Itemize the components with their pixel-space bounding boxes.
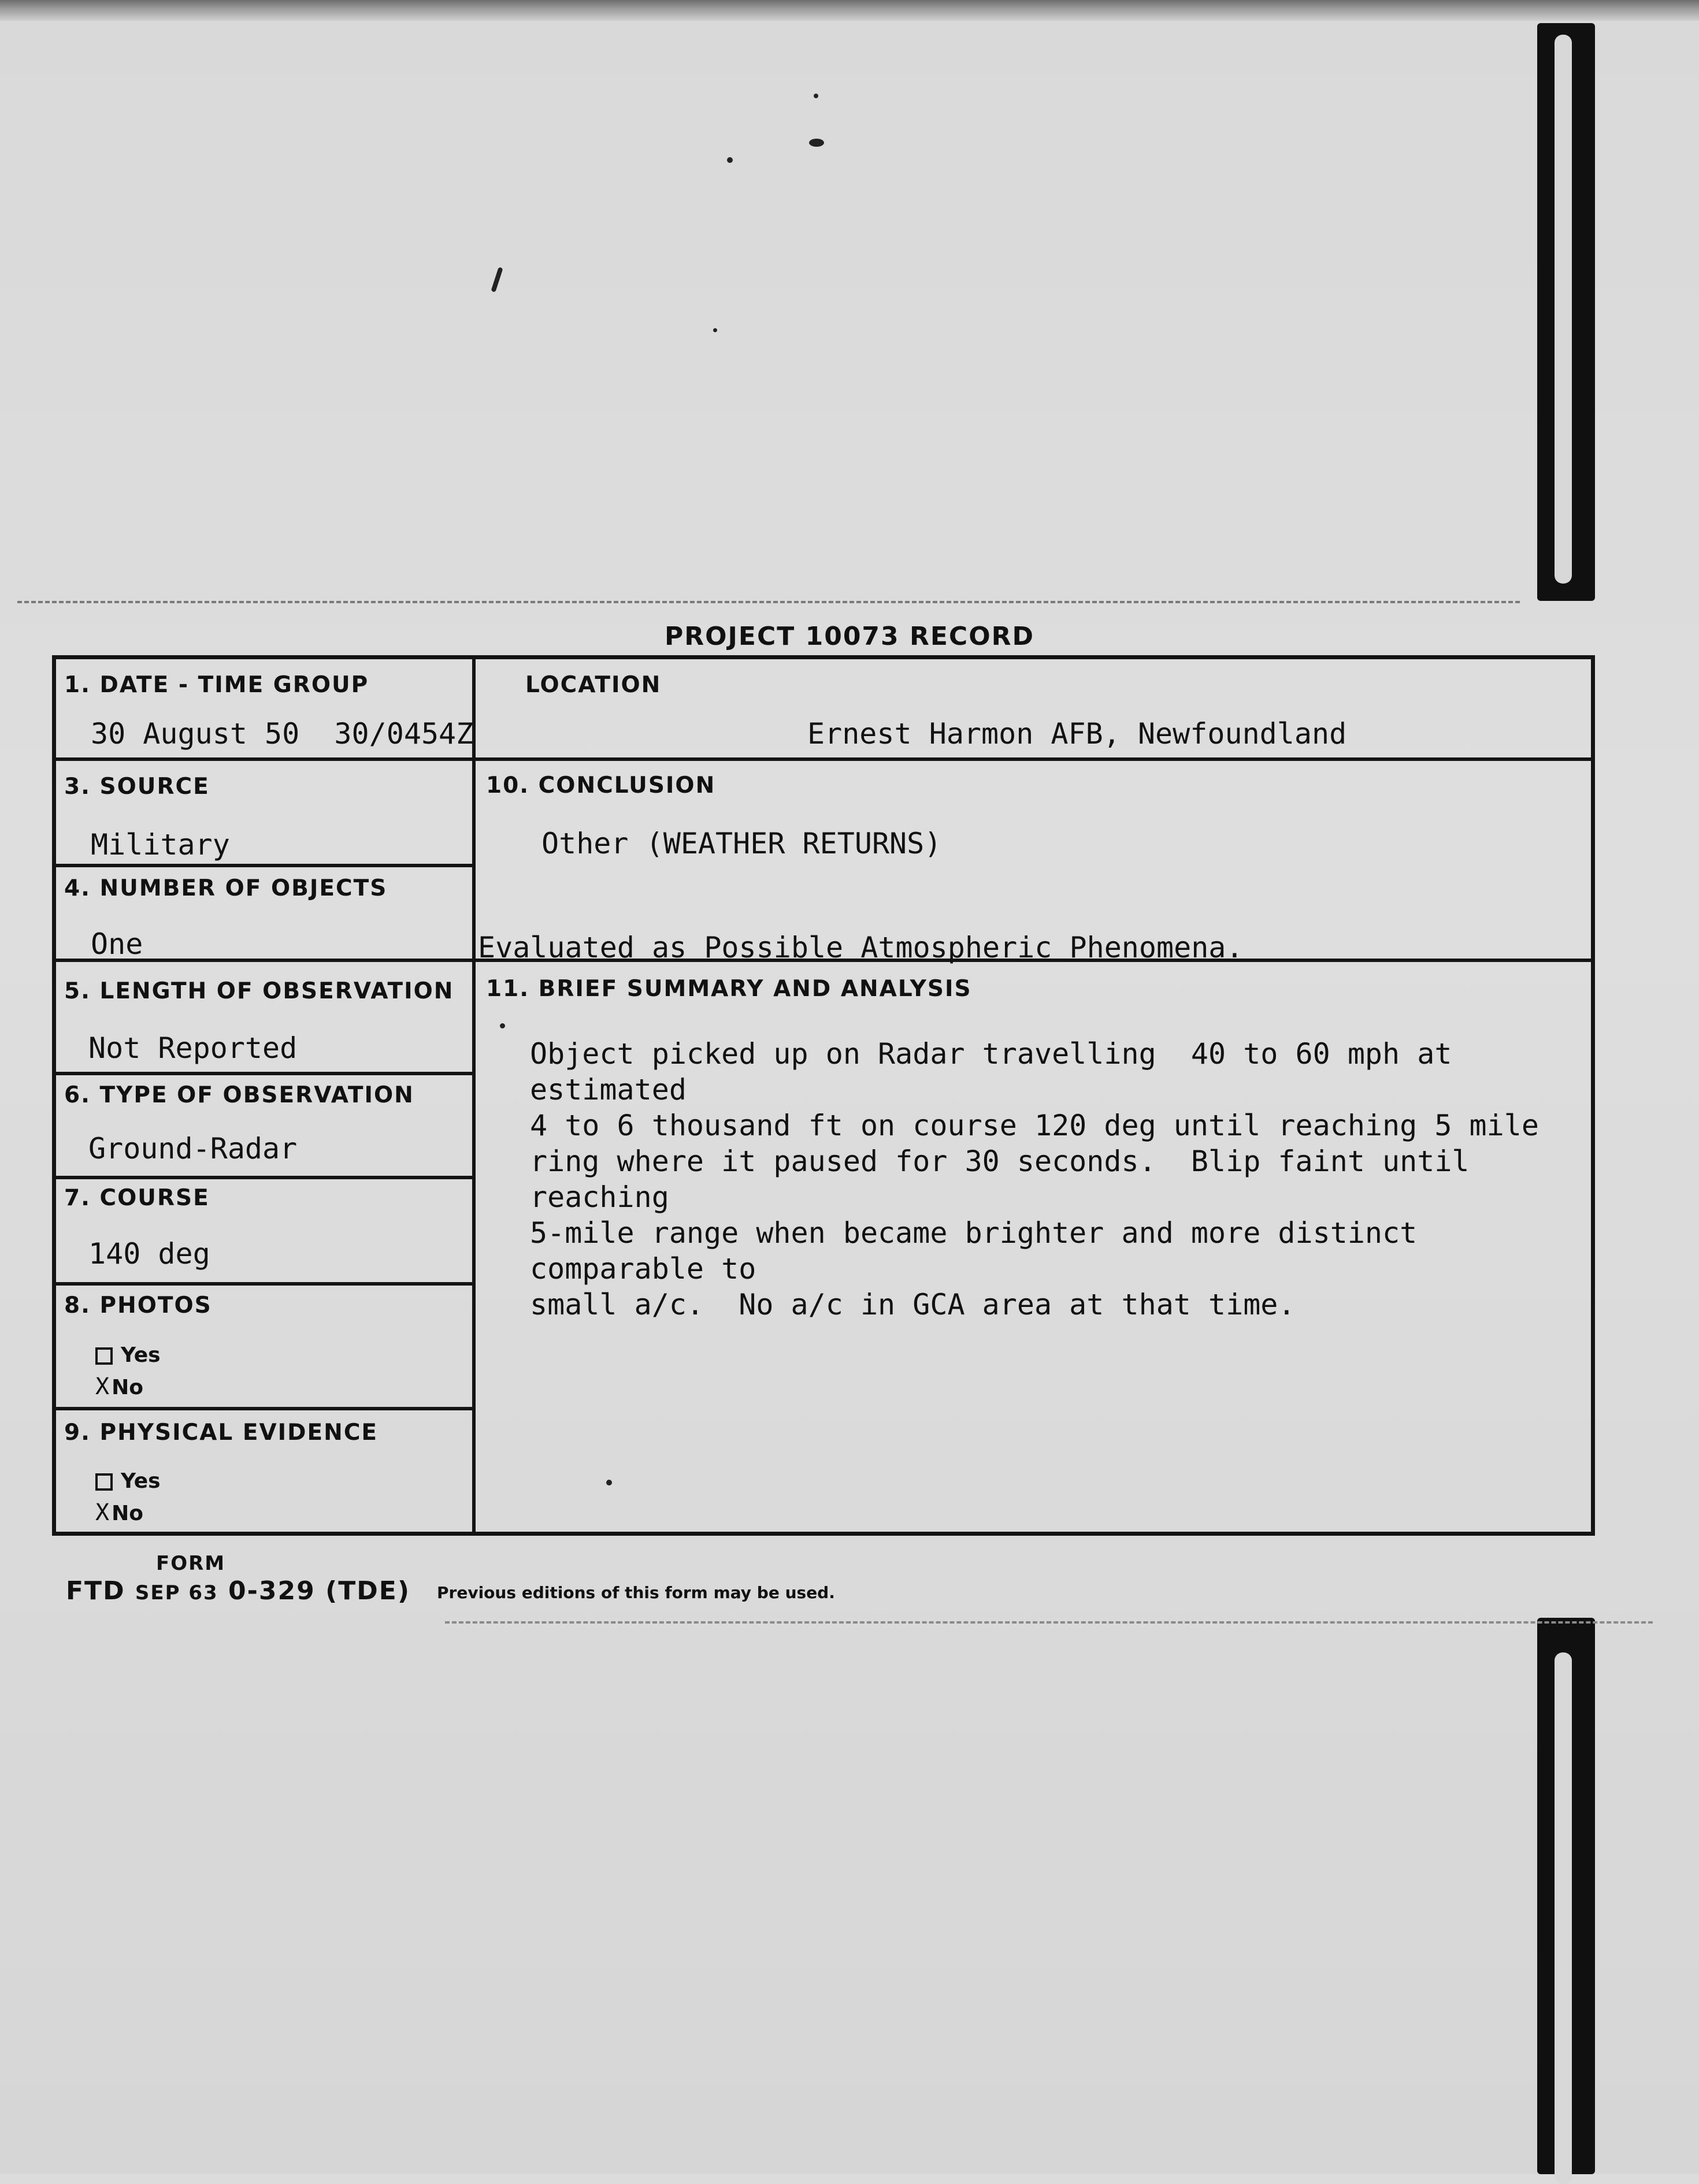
course-label: 7. COURSE (64, 1185, 210, 1211)
location-label: LOCATION (525, 672, 662, 698)
frame-separator-bottom (445, 1621, 1653, 1624)
footer-tde: (TDE) (325, 1576, 410, 1606)
row-divider (56, 864, 472, 867)
record-form (52, 655, 1595, 1536)
film-edge-bar-top (1537, 23, 1595, 601)
photos-no-option (95, 1373, 143, 1400)
conclusion-evaluation: Evaluated as Possible Atmospheric Phenomena. (478, 931, 1244, 964)
row-divider (56, 1407, 472, 1410)
length-of-observation-label: 5. LENGTH OF OBSERVATION (64, 978, 454, 1004)
conclusion-value: Other (WEATHER RETURNS) (541, 827, 942, 860)
speck (713, 328, 717, 332)
number-of-objects-label: 4. NUMBER OF OBJECTS (64, 875, 388, 901)
footer-date: SEP 63 (135, 1581, 218, 1604)
frame-separator-top (17, 601, 1520, 603)
footer-ftd: FTD (66, 1576, 125, 1606)
footer-note: Previous editions of this form may be used. (437, 1583, 835, 1602)
speck (814, 94, 818, 98)
photos-label: 8. PHOTOS (64, 1292, 212, 1318)
form-title: PROJECT 10073 RECORD (665, 622, 1035, 651)
physical-evidence-no-option (95, 1499, 143, 1526)
photos-no-label: No (112, 1376, 143, 1399)
photos-yes-label: Yes (121, 1343, 161, 1367)
row-divider (56, 1072, 472, 1075)
source-value: Military (91, 828, 230, 861)
speck (606, 1480, 612, 1485)
type-of-observation-label: 6. TYPE OF OBSERVATION (64, 1082, 414, 1108)
row-divider (56, 1282, 472, 1286)
conclusion-label: 10. CONCLUSION (486, 772, 716, 798)
row-divider (56, 757, 1591, 761)
physical-evidence-no-label: No (112, 1502, 143, 1525)
course-value: 140 deg (88, 1237, 210, 1271)
type-of-observation-value: Ground-Radar (88, 1132, 298, 1165)
footer-number: 0-329 (228, 1576, 316, 1606)
film-edge-bar-bottom (1537, 1618, 1595, 2174)
photos-yes-checkbox (95, 1347, 113, 1365)
physical-evidence-yes-label: Yes (121, 1469, 161, 1493)
summary-label: 11. BRIEF SUMMARY AND ANALYSIS (486, 976, 972, 1002)
page-top-edge (0, 0, 1699, 21)
speck (500, 1023, 505, 1028)
footer-form-word: FORM (156, 1552, 226, 1575)
date-time-label: 1. DATE - TIME GROUP (64, 672, 369, 698)
footer-form-id (66, 1576, 410, 1606)
column-divider (472, 659, 476, 1532)
source-label: 3. SOURCE (64, 774, 210, 800)
physical-evidence-no-mark: X (95, 1499, 110, 1526)
speck (727, 157, 733, 163)
physical-evidence-label: 9. PHYSICAL EVIDENCE (64, 1420, 379, 1446)
speck (809, 139, 824, 147)
photos-no-mark: X (95, 1373, 110, 1400)
row-divider (56, 1176, 472, 1179)
photos-yes-option (95, 1343, 161, 1367)
summary-text: Object picked up on Radar travelling 40 to 60 mph at estimated 4 to 6 thousand ft on course 120 deg until reaching 5 mile ring where it paused for 30 seconds. Blip faint until reaching 5-mile range when became brighter and more distinct comparable to small a/c. No a/c in GCA area at that time. (530, 1037, 1539, 1321)
location-value: Ernest Harmon AFB, Newfoundland (807, 717, 1347, 751)
physical-evidence-yes-option (95, 1469, 161, 1493)
date-time-value: 30 August 50 30/0454Z (91, 717, 474, 751)
physical-evidence-yes-checkbox (95, 1473, 113, 1491)
length-of-observation-value: Not Reported (88, 1031, 298, 1065)
number-of-objects-value: One (91, 927, 143, 961)
